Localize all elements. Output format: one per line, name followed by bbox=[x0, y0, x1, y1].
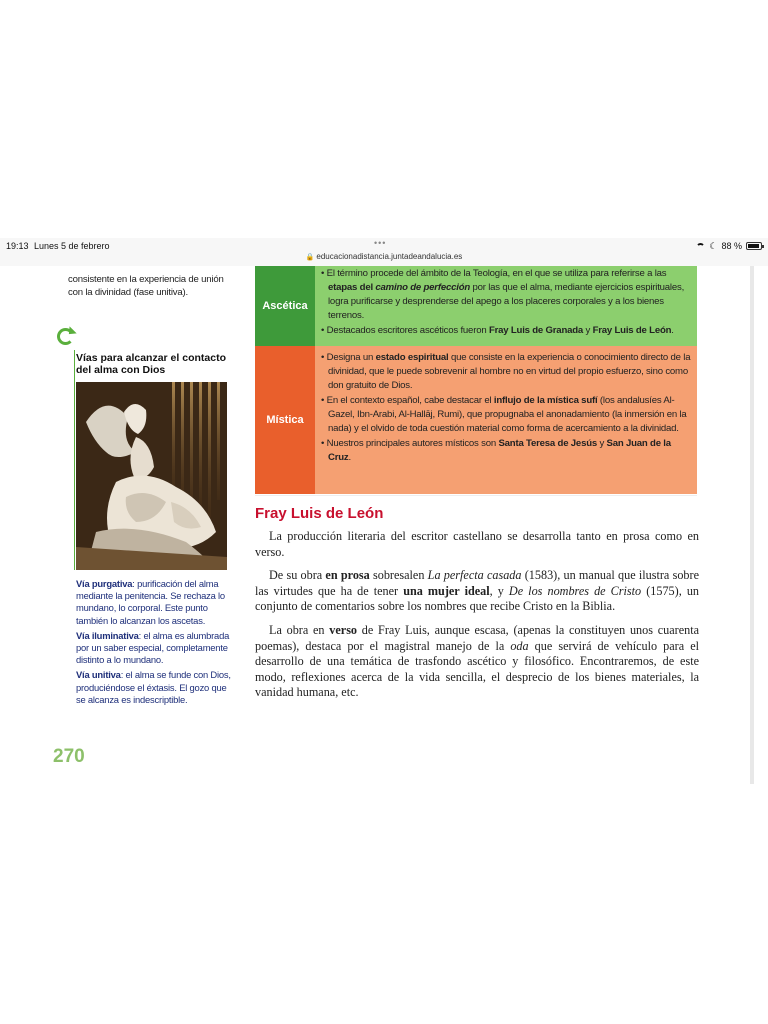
intro-text: consistente en la experiencia de unión con la divinidad (fase unitiva). bbox=[68, 274, 224, 298]
row-body-mistica bbox=[315, 346, 697, 494]
status-indicators bbox=[696, 241, 762, 251]
paragraph: La obra en verso de Fray Luis, aunque escasa, (apenas la constituyen unos cuarenta poemas), destaca por el magistral manejo de la oda que servirá de vehículo para el desarrollo de una temática de trasfondo ascético y filosófico. Encontraremos, de este modo, reflexiones acerca de la vida sencilla, el desprecio de los bienes materiales, la vanidad humana, etc. bbox=[255, 622, 699, 700]
multitask-dots[interactable]: ••• bbox=[374, 238, 387, 248]
status-date: Lunes 5 de febrero bbox=[34, 241, 110, 251]
list-item: • Nuestros principales autores místicos son Santa Teresa de Jesús y San Juan de la Cruz. bbox=[321, 437, 691, 465]
list-item: • Destacados escritores ascéticos fueron Fray Luis de Granada y Fray Luis de León. bbox=[321, 324, 691, 338]
table-row-mistica bbox=[255, 346, 697, 494]
moon-icon: ☾ bbox=[709, 240, 718, 251]
page-number: 270 bbox=[53, 746, 85, 767]
list-item: • Designa un estado espiritual que consiste en la experiencia o conocimiento directo de la divinidad, que le puede sobrevenir al hombre no en virtud del propio esfuerzo, sino como don gratuito de Dios. bbox=[321, 351, 691, 393]
row-label-mistica: Mística bbox=[255, 346, 315, 494]
row-label-ascetica: Ascética bbox=[255, 266, 315, 346]
status-bar bbox=[0, 238, 768, 267]
section-body bbox=[255, 529, 699, 709]
via-purgativa: Vía purgativa: purificación del alma mediante la penitencia. Se rechaza lo mundano, lo corporal. Este punto también lo alcanzan los ascetas. bbox=[76, 578, 225, 626]
wifi-icon bbox=[696, 242, 705, 251]
list-item: • En el contexto español, cabe destacar el influjo de la mística sufí (los andalusíes Al-Gazel, Ibn-Arabi, Al-Hallāj, Rumi), que propugnaba el anonadamiento (la inmersión en la nada) y el olvido de toda cuestión material como forma de acercamiento a la divinidad. bbox=[321, 394, 691, 436]
url-text: educacionadistancia.juntadeandalucia.es bbox=[316, 252, 463, 261]
vias-list bbox=[76, 578, 234, 709]
section-title: Fray Luis de León bbox=[255, 505, 384, 522]
ascetica-mistica-table bbox=[255, 266, 697, 494]
status-time: 19:13 bbox=[6, 241, 29, 251]
paragraph: La producción literaria del escritor castellano se desarrolla tanto en prosa como en verso. bbox=[255, 529, 699, 559]
book-page bbox=[0, 266, 768, 784]
row-body-ascetica bbox=[315, 266, 697, 346]
page-edge bbox=[750, 266, 754, 784]
address-bar[interactable] bbox=[0, 252, 768, 261]
paragraph: De su obra en prosa sobresalen La perfecta casada (1583), un manual que ilustra sobre las virtudes que ha de tener una mujer ideal, y De los nombres de Cristo (1575), un conjunto de comentarios sobre los nombres que recibe Cristo en la Biblia. bbox=[255, 568, 700, 614]
sidebar-rule bbox=[74, 350, 75, 570]
via-iluminativa: Vía iluminativa: el alma es alumbrada por un saber especial, completamente distinto a lo mundano. bbox=[76, 629, 230, 666]
table-row-ascetica bbox=[255, 266, 697, 346]
battery-percent: 88 % bbox=[721, 241, 742, 251]
section-divider bbox=[255, 495, 697, 496]
left-column bbox=[0, 266, 235, 784]
battery-icon bbox=[746, 242, 762, 250]
cycle-icon bbox=[57, 328, 74, 345]
ecstasy-statue-image bbox=[76, 382, 227, 570]
list-item: • El término procede del ámbito de la Teología, en el que se utiliza para referirse a las etapas del camino de perfección por las que el alma, mediante ejercicios espirituales, logra purificarse y desprenderse del apego a los placeres corporales y a los bienes terrenos. bbox=[321, 267, 691, 323]
lock-icon: 🔒 bbox=[305, 254, 315, 261]
via-unitiva: Vía unitiva: el alma se funde con Dios, produciéndose el éxtasis. El gozo que se alcanza es indescriptible. bbox=[76, 669, 231, 705]
sidebar-title: Vías para alcanzar el contacto del alma con Dios bbox=[76, 352, 226, 376]
